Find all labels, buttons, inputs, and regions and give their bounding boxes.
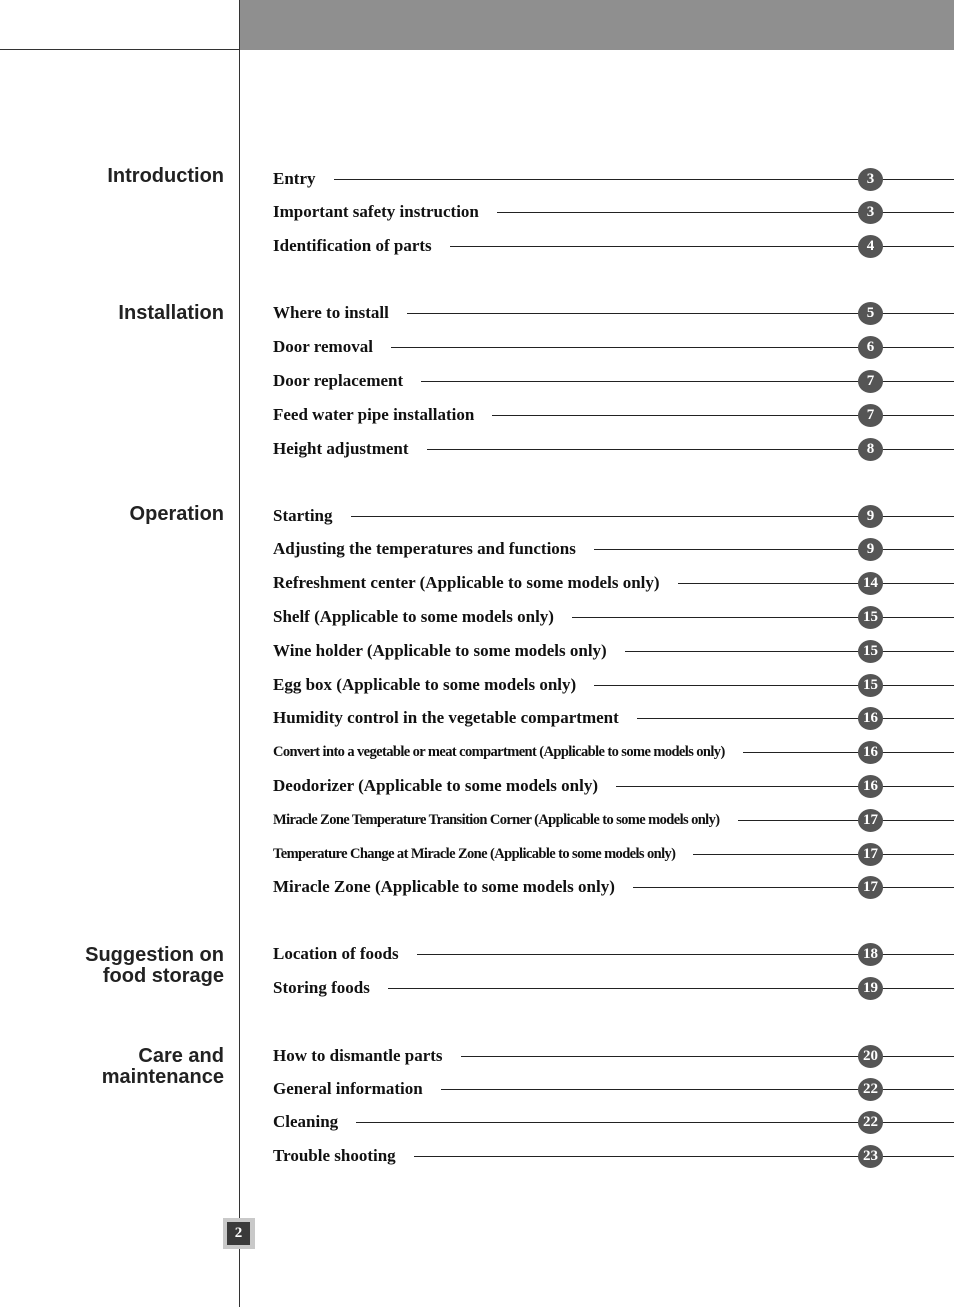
page-number-badge: 15 (858, 674, 883, 697)
leader-line (492, 415, 954, 416)
toc-entry[interactable] (273, 639, 954, 663)
entry-label: Miracle Zone Temperature Transition Corner (Applicable to some models only) (273, 812, 720, 828)
page-number-badge: 5 (858, 302, 883, 325)
toc-entry[interactable] (273, 1110, 954, 1134)
toc-entry[interactable] (273, 673, 954, 697)
toc-entry[interactable] (273, 842, 954, 866)
leader-line (497, 212, 954, 213)
leader-line (633, 887, 954, 888)
entry-label: Wine holder (Applicable to some models only) (273, 641, 607, 660)
page-number-badge: 14 (858, 572, 883, 595)
entry-label: General information (273, 1079, 423, 1098)
section-title-installation (118, 303, 224, 324)
entry-label: Miracle Zone (Applicable to some models only) (273, 877, 615, 896)
leader-line (625, 651, 954, 652)
section-title-introduction (107, 166, 224, 187)
page-number-badge: 17 (858, 843, 883, 866)
page-number-badge: 3 (858, 201, 883, 224)
entry-label: Height adjustment (273, 439, 409, 458)
entry-label: Important safety instruction (273, 202, 479, 221)
entry-label: Where to install (273, 303, 389, 322)
section-title-line: maintenance (101, 1066, 224, 1088)
toc-entry[interactable] (273, 976, 954, 1000)
page-number-badge: 18 (858, 943, 883, 966)
leader-line (594, 685, 954, 686)
page-number-badge: 7 (858, 404, 883, 427)
toc-entry[interactable] (273, 167, 954, 191)
toc-entry[interactable] (273, 808, 954, 832)
leader-line (594, 549, 954, 550)
toc-entry[interactable] (273, 200, 954, 224)
section-title-line: Care and (138, 1045, 224, 1067)
entry-label: Cleaning (273, 1112, 339, 1131)
section-title-line: Suggestion on (85, 944, 224, 966)
leader-line (678, 583, 954, 584)
entry-label: Location of foods (273, 944, 399, 963)
header-rule (0, 49, 240, 50)
page-number-badge: 23 (858, 1145, 883, 1168)
entry-label: Entry (273, 169, 316, 188)
toc-entry[interactable] (273, 571, 954, 595)
entry-label: Storing foods (273, 978, 370, 997)
entry-label: Refreshment center (Applicable to some models only) (273, 573, 660, 592)
toc-entry[interactable] (273, 774, 954, 798)
section-title-line: Operation (129, 503, 224, 525)
toc-entry[interactable] (273, 740, 954, 764)
toc-entry[interactable] (273, 403, 954, 427)
entry-label: Egg box (Applicable to some models only) (273, 675, 577, 694)
section-title-care (102, 1046, 224, 1088)
page-number-badge: 16 (858, 707, 883, 730)
entry-label: Trouble shooting (273, 1146, 396, 1165)
entry-label: Convert into a vegetable or meat compartment (Applicable to some models only) (273, 744, 725, 760)
page-number-badge: 22 (858, 1111, 883, 1134)
leader-line (637, 718, 954, 719)
entry-label: Shelf (Applicable to some models only) (273, 607, 554, 626)
toc-entry[interactable] (273, 605, 954, 629)
leader-line (738, 820, 954, 821)
entry-label: Door removal (273, 337, 373, 356)
page-number-badge: 16 (858, 775, 883, 798)
page-number-badge: 4 (858, 235, 883, 258)
page-number-badge: 9 (858, 538, 883, 561)
leader-line (693, 854, 954, 855)
page-number: 2 (227, 1222, 250, 1245)
page-number-badge: 6 (858, 336, 883, 359)
page-number-badge: 17 (858, 809, 883, 832)
section-title-operation (130, 504, 224, 525)
toc-entry[interactable] (273, 504, 954, 528)
page-number-badge: 15 (858, 606, 883, 629)
page-number-badge: 19 (858, 977, 883, 1000)
toc-entry[interactable] (273, 706, 954, 730)
page-number-badge: 3 (858, 168, 883, 191)
toc-entry[interactable] (273, 437, 954, 461)
leader-line (616, 786, 954, 787)
entry-label: Temperature Change at Miracle Zone (Applicable to some models only) (273, 846, 676, 862)
entry-label: Starting (273, 506, 333, 525)
section-title-food-storage (85, 945, 224, 987)
header-band (240, 0, 954, 50)
entry-label: Identification of parts (273, 236, 432, 255)
toc-entry[interactable] (273, 369, 954, 393)
toc-entry[interactable] (273, 1044, 954, 1068)
leader-line (572, 617, 954, 618)
page-number-badge: 17 (858, 876, 883, 899)
page-number-badge: 7 (858, 370, 883, 393)
toc-entry[interactable] (273, 1144, 954, 1168)
entry-label: Humidity control in the vegetable compartment (273, 708, 619, 727)
section-title-line: Introduction (107, 165, 224, 187)
page-number-badge: 8 (858, 438, 883, 461)
entry-label: How to dismantle parts (273, 1046, 443, 1065)
entry-label: Adjusting the temperatures and functions (273, 539, 576, 558)
toc-entry[interactable] (273, 335, 954, 359)
entry-label: Feed water pipe installation (273, 405, 475, 424)
toc-entry[interactable] (273, 234, 954, 258)
toc-entry[interactable] (273, 1077, 954, 1101)
vertical-rule (239, 0, 240, 1307)
leader-line (743, 752, 954, 753)
toc-entry[interactable] (273, 537, 954, 561)
section-title-line: Installation (118, 302, 224, 324)
page-number-badge: 15 (858, 640, 883, 663)
toc-entry[interactable] (273, 875, 954, 899)
toc-entry[interactable] (273, 942, 954, 966)
page-number-badge: 20 (858, 1045, 883, 1068)
page-number-badge: 9 (858, 505, 883, 528)
page-number-badge: 22 (858, 1078, 883, 1101)
page-number-badge: 16 (858, 741, 883, 764)
section-title-line: food storage (102, 965, 224, 987)
entry-label: Deodorizer (Applicable to some models only) (273, 776, 599, 795)
page-number-box (223, 1218, 255, 1249)
toc-entry[interactable] (273, 301, 954, 325)
entry-label: Door replacement (273, 371, 404, 390)
